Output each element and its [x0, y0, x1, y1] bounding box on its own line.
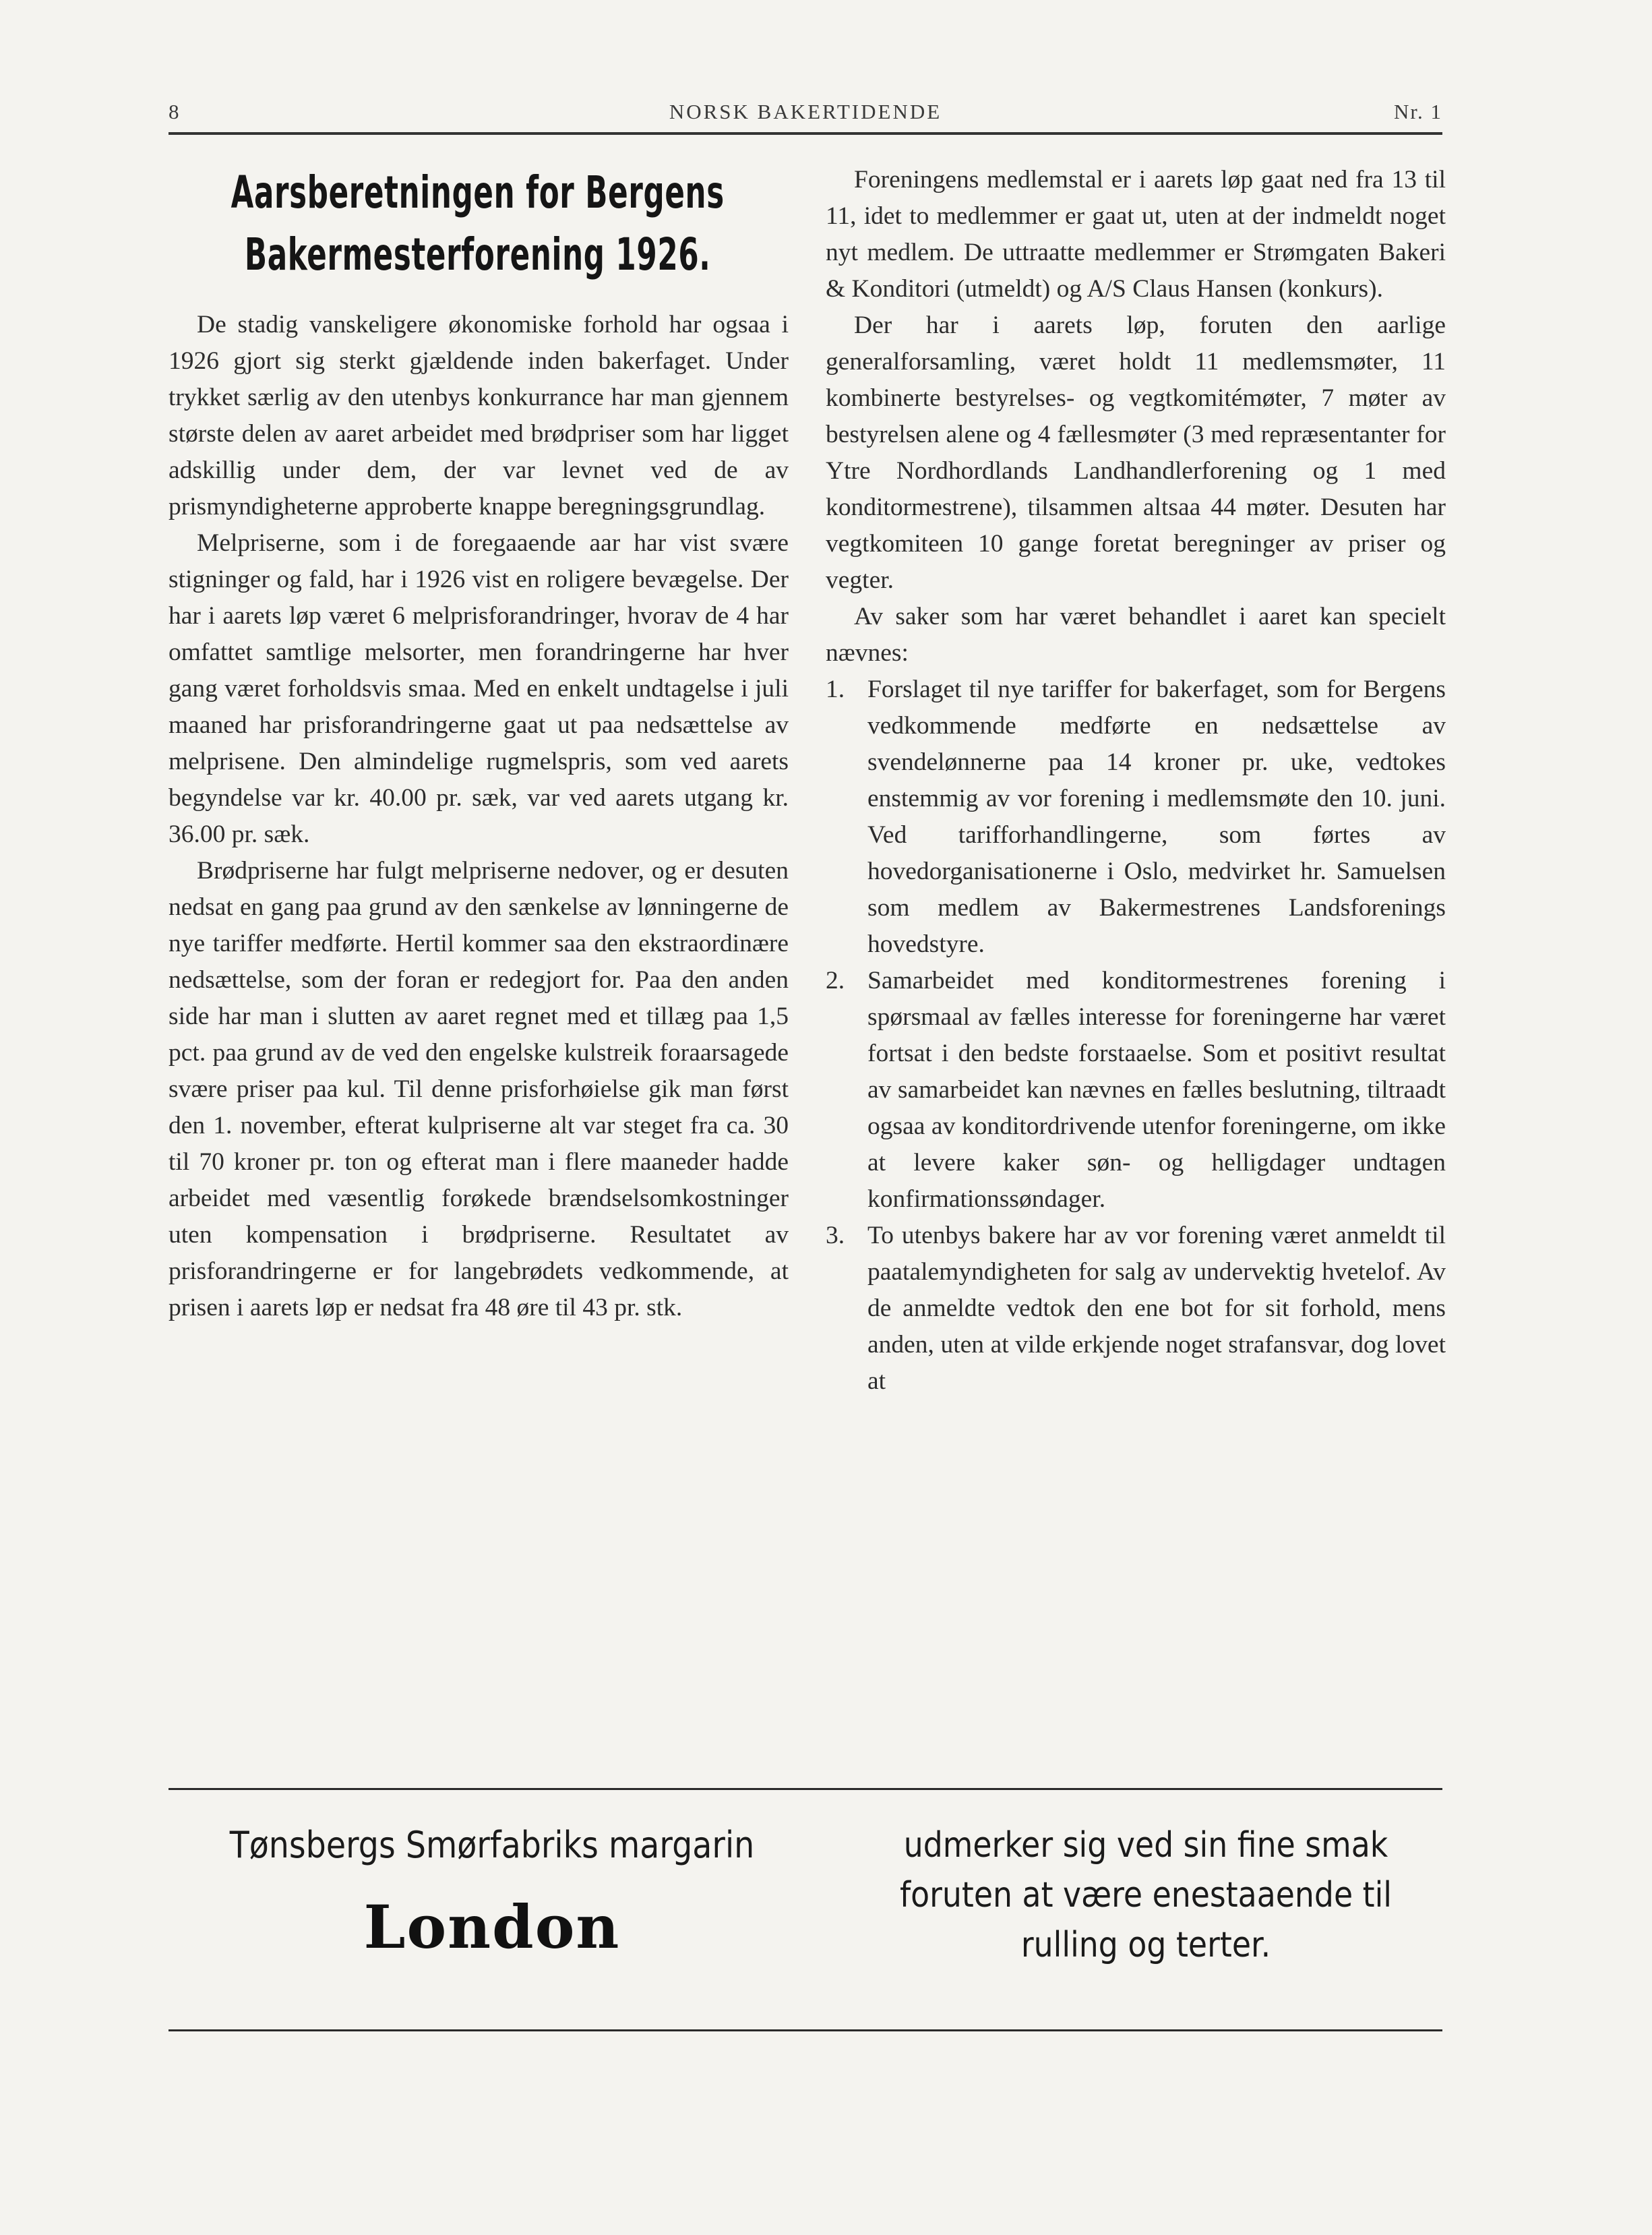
article-title [169, 162, 787, 286]
list-item-text: To utenbys bakere har av vor forening været anmeldt til paatalemyndigheten for salg av undervektig hvetelof. Av de anmeldte vedtok den ene bot for sit forhold, mens anden, uten at vilde erkjende noget strafansvar, dog lovet at [867, 1222, 1446, 1395]
article-title-box [169, 162, 789, 293]
paragraph: Foreningens medlemstal er i aarets løp gaat ned fra 13 til 11, idet to medlemmer er gaat ut, uten at der indmeldt noget nyt medlem. De uttraatte medlemmer er Strømgaten Bakeri & Konditori (utmeldt) og A/S Claus Hansen (konkurs). [826, 166, 1446, 303]
advertisement-tagline-line-3: rulling og terter. [1020, 1925, 1271, 1965]
right-column [826, 162, 1446, 1400]
numbered-list [826, 672, 1446, 1400]
list-item-number: 2. [826, 967, 845, 994]
advertisement-product: London [363, 1892, 621, 1962]
paragraph: Der har i aarets løp, foruten den aarlige generalforsamling, været holdt 11 medlemsmøter, 11 kombinerte bestyrelses- og vegtkomitémøter, 7 møter av bestyrelsen alene og 4 fællesmøter (3 med repræsentanter for Ytre Nordhordlands Landhandlerforening og 1 med konditormestrene), tilsammen altsaa 44 møter. Desuten har vegtkomiteen 10 gange foretat beregninger av priser og vegter. [826, 311, 1446, 594]
list-item-text: Samarbeidet med konditormestrenes forening i spørsmaal av fælles interesse for foreningerne har været fortsat i den bedste forstaaelse. Som et positivt resultat av samarbeidet kan nævnes en fælles beslutning, tiltraadt ogsaa av konditordrivende utenfor foreningerne, om ikke at levere kaker søn- og helligdager undtagen konfirmationssøndager. [867, 967, 1446, 1213]
article-title-line-1: Aarsberetningen for Bergens [231, 167, 725, 218]
paragraph: Av saker som har været behandlet i aaret kan specielt nævnes: [826, 603, 1446, 667]
publication-title: NORSK BAKERTIDENDE [669, 100, 942, 123]
page-number: 8 [169, 100, 181, 123]
list-item-text: Forslaget til nye tariffer for bakerfaget, som for Bergens vedkommende medførte en nedsættelse av svendelønnerne paa 14 kroner pr. uke, vedtokes enstemmig av vor forening i medlemsmøte den 10. juni. Ved tarifforhandlingerne, som førtes av hovedorganisationerne i Oslo, medvirket hr. Samuelsen som medlem av Bakermestrenes Landsforenings hovedstyre. [867, 676, 1446, 958]
paragraph: Melpriserne, som i de foregaaende aar har vist svære stigninger og fald, har i 1926 vist en roligere bevægelse. Der har i aarets løp været 6 melprisforandringer, hvorav de 4 har omfattet samtlige melsorter, men forandringerne har hver gang været forholdsvis smaa. Med en enkelt undtagelse i juli maaned har prisforandringerne gaat ut paa nedsættelse av melprisene. Den almindelige rugmelspris, som ved aarets begyndelse var kr. 40.00 pr. sæk, var ved aarets utgang kr. 36.00 pr. sæk. [169, 529, 789, 848]
advertisement-brand: Tønsbergs Smørfabriks margarin [229, 1824, 755, 1866]
list-item-number: 3. [826, 1222, 845, 1249]
paragraph: Brødpriserne har fulgt melpriserne nedover, og er desuten nedsat en gang paa grund av den sænkelse av lønningerne de nye tariffer medførte. Hertil kommer saa den ekstraordinære nedsættelse, som der foran er redegjort for. Paa den anden side har man i slutten av aaret regnet med et tillæg paa 1,5 pct. paa grund av de ved den engelske kulstreik foraarsagede svære priser paa kul. Til denne prisforhøielse gik man først den 1. november, efterat kulpriserne alt var steget fra ca. 30 til 70 kroner pr. ton og efterat man i flere maaneder hadde arbeidet med væsentlig forøkede brændselsomkostninger uten kompensation i brødpriserne. Resultatet av prisforandringerne er for langebrødets vedkommende, at prisen i aarets løp er nedsat fra 48 øre til 43 pr. stk. [169, 857, 789, 1321]
advertisement-tagline-line-1: udmerker sig ved sin fine smak [903, 1825, 1388, 1866]
paragraph: De stadig vanskeligere økonomiske forhold har ogsaa i 1926 gjort sig sterkt gjældende inden bakerfaget. Under trykket særlig av den utenbys konkurrance har man gjennem største delen av aaret arbeidet med brødpriser som har ligget adskillig under dem, der var levnet ved de av prismyndigheterne approberte knappe beregningsgrundlag. [169, 311, 789, 520]
running-header [169, 100, 1442, 132]
advertisement-tagline [849, 1820, 1442, 1970]
article-title-line-2: Bakermesterforening 1926. [244, 229, 711, 280]
list-item [826, 963, 1446, 1218]
issue-number: Nr. 1 [1394, 100, 1442, 123]
list-item [826, 672, 1446, 963]
right-column-text [826, 162, 1446, 1400]
header-rule [169, 132, 1442, 135]
advertisement-brand-block [169, 1824, 816, 1962]
advertisement-tagline-line-2: foruten at være enestaaende til [899, 1875, 1393, 1915]
list-item [826, 1218, 1446, 1400]
advertisement-top-rule [169, 1788, 1442, 1790]
left-column [169, 162, 789, 1326]
advertisement-bottom-rule [169, 2029, 1442, 2031]
left-column-text [169, 307, 789, 1326]
list-item-number: 1. [826, 676, 845, 703]
